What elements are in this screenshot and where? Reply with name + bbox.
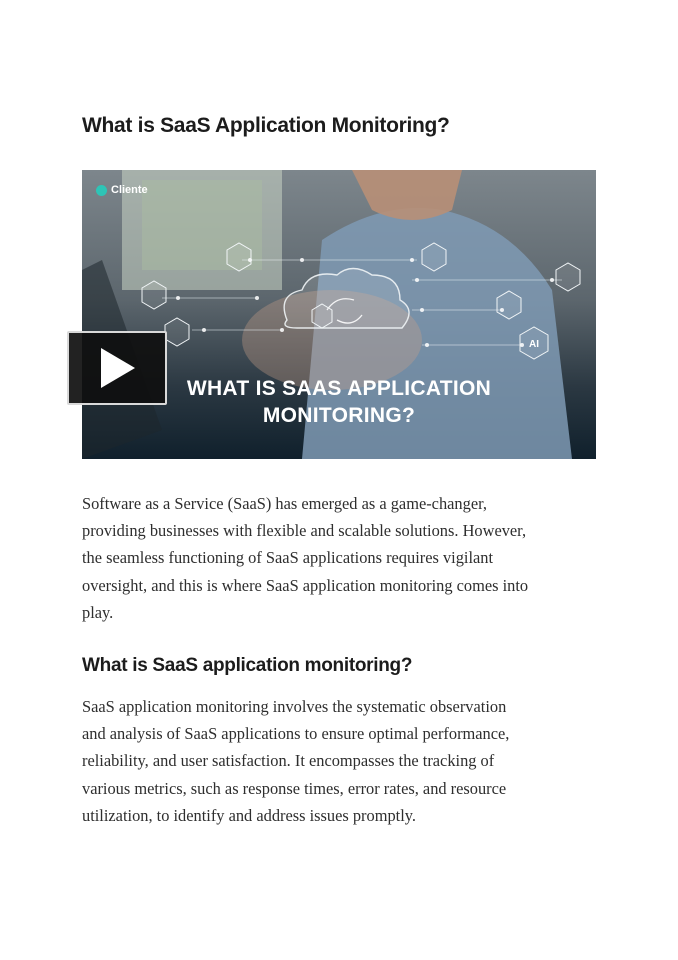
video-play-button[interactable] [67, 331, 167, 405]
paragraph-line: Software as a Service (SaaS) has emerged as a game-changer, [82, 494, 487, 513]
section-paragraph [82, 693, 509, 829]
brand-logo-icon [96, 185, 107, 196]
paragraph-line: utilization, to identify and address issues promptly. [82, 805, 416, 825]
paragraph-line: play. [82, 602, 114, 622]
globe-icon [556, 263, 580, 291]
hero-caption-line: WHAT IS SAAS APPLICATION [186, 377, 492, 400]
cctv-camera-icon [165, 318, 189, 346]
paragraph-line: the seamless functioning of SaaS applications requires vigilant [82, 548, 494, 568]
section-heading: What is SaaS application monitoring? [82, 655, 413, 676]
paragraph-line: oversight, and this is where SaaS application monitoring comes into [82, 575, 529, 595]
intro-paragraph [82, 490, 528, 626]
paragraph-line: various metrics, such as response times, error rates, and resource [82, 778, 507, 798]
paragraph-line: reliability, and user satisfaction. It encompasses the tracking of [82, 751, 495, 771]
ai-badge-label: AI [529, 339, 539, 350]
person-neck [352, 170, 462, 220]
page-title: What is SaaS Application Monitoring? [82, 114, 450, 137]
hero-image [82, 170, 596, 459]
paragraph-line: and analysis of SaaS applications to ensure optimal performance, [82, 724, 510, 744]
play-icon [97, 346, 137, 390]
brand-logo [96, 184, 148, 196]
brand-name: Cliente [111, 184, 148, 196]
paragraph-line: providing businesses with flexible and scalable solutions. However, [82, 521, 527, 541]
hero-caption-line: MONITORING? [262, 404, 416, 427]
paragraph-line: SaaS application monitoring involves the systematic observation [82, 697, 507, 716]
